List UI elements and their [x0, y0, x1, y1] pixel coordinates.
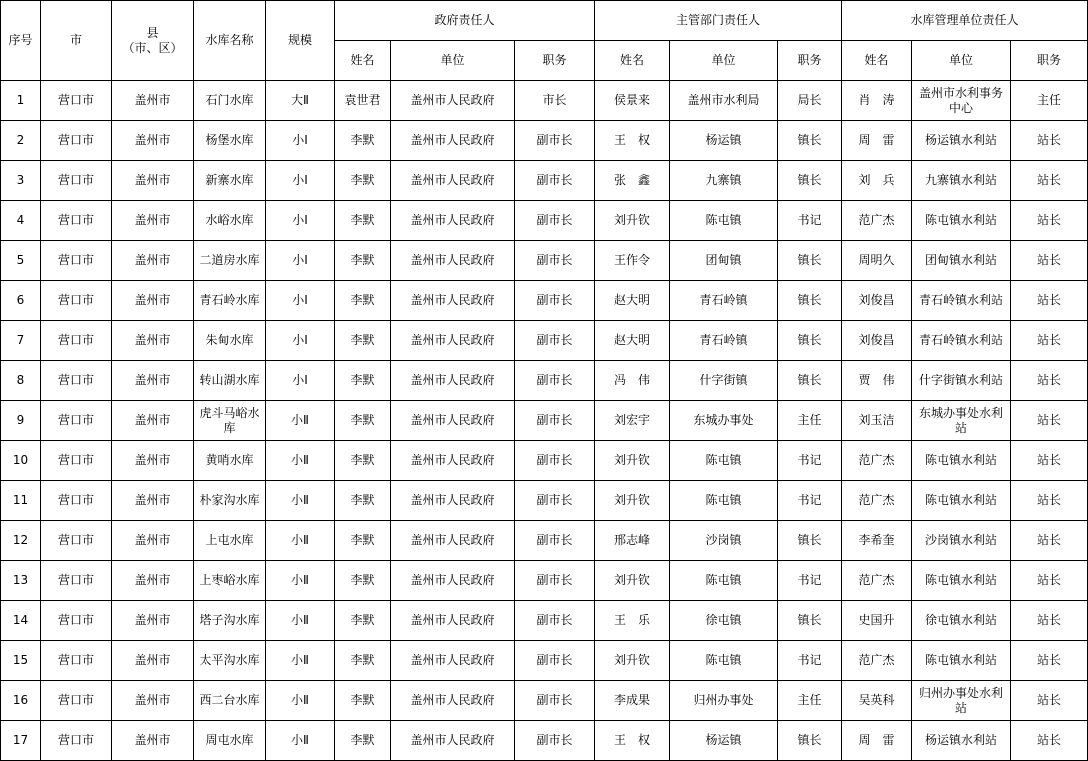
cell-dept-name: 赵大明: [595, 281, 670, 321]
cell-scale: 小Ⅱ: [266, 641, 335, 681]
cell-seq: 15: [1, 641, 41, 681]
cell-gov-unit: 盖州市人民政府: [391, 201, 515, 241]
cell-seq: 8: [1, 361, 41, 401]
cell-dept-unit: 陈屯镇: [670, 561, 778, 601]
cell-gov-unit: 盖州市人民政府: [391, 361, 515, 401]
cell-dept-unit: 什字街镇: [670, 361, 778, 401]
cell-mgmt-unit: 杨运镇水利站: [912, 121, 1011, 161]
cell-dept-name: 王作令: [595, 241, 670, 281]
header-gov-position: 职务: [515, 41, 595, 81]
header-county: [112, 1, 194, 81]
cell-dept-name: 刘升钦: [595, 641, 670, 681]
cell-mgmt-unit: 九寨镇水利站: [912, 161, 1011, 201]
cell-dept-position: 书记: [778, 441, 842, 481]
cell-dept-name: 刘宏宇: [595, 401, 670, 441]
cell-reservoir: 太平沟水库: [194, 641, 266, 681]
cell-gov-unit: 盖州市人民政府: [391, 481, 515, 521]
cell-gov-name: 李默: [335, 241, 391, 281]
cell-gov-position: 副市长: [515, 361, 595, 401]
cell-mgmt-unit: 团甸镇水利站: [912, 241, 1011, 281]
cell-dept-position: 镇长: [778, 361, 842, 401]
cell-county: 盖州市: [112, 161, 194, 201]
header-mgmt-unit: 单位: [912, 41, 1011, 81]
cell-city: 营口市: [41, 81, 112, 121]
cell-seq: 2: [1, 121, 41, 161]
table-row: [1, 641, 1088, 681]
cell-reservoir: 水峪水库: [194, 201, 266, 241]
cell-dept-position: 局长: [778, 81, 842, 121]
cell-dept-name: 刘升钦: [595, 201, 670, 241]
cell-gov-position: 市长: [515, 81, 595, 121]
table-row: [1, 721, 1088, 761]
cell-county: 盖州市: [112, 681, 194, 721]
cell-mgmt-unit: 青石岭镇水利站: [912, 321, 1011, 361]
cell-mgmt-position: 主任: [1011, 81, 1088, 121]
cell-mgmt-unit: 徐屯镇水利站: [912, 601, 1011, 641]
cell-mgmt-name: 刘玉洁: [842, 401, 912, 441]
cell-gov-position: 副市长: [515, 241, 595, 281]
table-row: [1, 321, 1088, 361]
cell-city: 营口市: [41, 481, 112, 521]
cell-dept-position: 镇长: [778, 601, 842, 641]
table-body: [1, 81, 1088, 761]
header-gov-unit: 单位: [391, 41, 515, 81]
cell-city: 营口市: [41, 641, 112, 681]
cell-mgmt-position: 站长: [1011, 481, 1088, 521]
cell-mgmt-position: 站长: [1011, 721, 1088, 761]
cell-reservoir: 虎斗马峪水库: [194, 401, 266, 441]
cell-reservoir: 新寨水库: [194, 161, 266, 201]
cell-mgmt-unit: 盖州市水利事务中心: [912, 81, 1011, 121]
cell-seq: 17: [1, 721, 41, 761]
cell-gov-name: 李默: [335, 521, 391, 561]
cell-gov-position: 副市长: [515, 601, 595, 641]
cell-reservoir: 石门水库: [194, 81, 266, 121]
cell-gov-position: 副市长: [515, 481, 595, 521]
cell-city: 营口市: [41, 121, 112, 161]
cell-mgmt-unit: 陈屯镇水利站: [912, 481, 1011, 521]
cell-county: 盖州市: [112, 601, 194, 641]
table-row: [1, 121, 1088, 161]
header-mgmt-position: 职务: [1011, 41, 1088, 81]
cell-mgmt-name: 史国升: [842, 601, 912, 641]
table-row: [1, 561, 1088, 601]
cell-gov-name: 李默: [335, 361, 391, 401]
table-row: [1, 281, 1088, 321]
cell-gov-position: 副市长: [515, 121, 595, 161]
cell-dept-position: 书记: [778, 481, 842, 521]
cell-mgmt-name: 贾 伟: [842, 361, 912, 401]
cell-dept-unit: 东城办事处: [670, 401, 778, 441]
cell-mgmt-name: 范广杰: [842, 641, 912, 681]
cell-seq: 14: [1, 601, 41, 641]
cell-dept-position: 镇长: [778, 241, 842, 281]
cell-gov-name: 李默: [335, 481, 391, 521]
cell-dept-unit: 青石岭镇: [670, 321, 778, 361]
cell-dept-unit: 陈屯镇: [670, 441, 778, 481]
cell-gov-unit: 盖州市人民政府: [391, 281, 515, 321]
header-dept-unit: 单位: [670, 41, 778, 81]
cell-mgmt-name: 范广杰: [842, 441, 912, 481]
table-row: [1, 361, 1088, 401]
cell-gov-name: 李默: [335, 721, 391, 761]
table-row: [1, 201, 1088, 241]
cell-mgmt-unit: 东城办事处水利站: [912, 401, 1011, 441]
cell-gov-name: 李默: [335, 401, 391, 441]
cell-scale: 小Ⅱ: [266, 561, 335, 601]
cell-mgmt-position: 站长: [1011, 521, 1088, 561]
cell-seq: 5: [1, 241, 41, 281]
cell-gov-name: 李默: [335, 321, 391, 361]
cell-county: 盖州市: [112, 641, 194, 681]
cell-dept-unit: 归州办事处: [670, 681, 778, 721]
cell-gov-name: 李默: [335, 681, 391, 721]
cell-county: 盖州市: [112, 521, 194, 561]
cell-seq: 1: [1, 81, 41, 121]
cell-mgmt-position: 站长: [1011, 681, 1088, 721]
cell-dept-name: 刘升钦: [595, 481, 670, 521]
cell-city: 营口市: [41, 361, 112, 401]
table-row: [1, 521, 1088, 561]
cell-county: 盖州市: [112, 121, 194, 161]
cell-scale: 小Ⅱ: [266, 721, 335, 761]
cell-county: 盖州市: [112, 201, 194, 241]
cell-mgmt-position: 站长: [1011, 321, 1088, 361]
cell-mgmt-position: 站长: [1011, 121, 1088, 161]
header-city: 市: [41, 1, 112, 81]
cell-mgmt-name: 范广杰: [842, 481, 912, 521]
cell-dept-unit: 团甸镇: [670, 241, 778, 281]
cell-gov-name: 袁世君: [335, 81, 391, 121]
cell-gov-position: 副市长: [515, 401, 595, 441]
cell-gov-unit: 盖州市人民政府: [391, 721, 515, 761]
cell-gov-unit: 盖州市人民政府: [391, 401, 515, 441]
cell-scale: 小Ⅰ: [266, 241, 335, 281]
cell-city: 营口市: [41, 401, 112, 441]
cell-gov-name: 李默: [335, 601, 391, 641]
cell-mgmt-unit: 什字街镇水利站: [912, 361, 1011, 401]
cell-dept-name: 刘升钦: [595, 561, 670, 601]
cell-mgmt-name: 刘 兵: [842, 161, 912, 201]
table-row: [1, 481, 1088, 521]
cell-dept-unit: 九寨镇: [670, 161, 778, 201]
cell-dept-unit: 杨运镇: [670, 721, 778, 761]
cell-dept-name: 邢志峰: [595, 521, 670, 561]
cell-reservoir: 塔子沟水库: [194, 601, 266, 641]
cell-mgmt-position: 站长: [1011, 241, 1088, 281]
cell-county: 盖州市: [112, 241, 194, 281]
cell-mgmt-position: 站长: [1011, 401, 1088, 441]
cell-mgmt-position: 站长: [1011, 281, 1088, 321]
cell-dept-position: 书记: [778, 641, 842, 681]
cell-scale: 小Ⅱ: [266, 601, 335, 641]
table-row: [1, 441, 1088, 481]
cell-reservoir: 上屯水库: [194, 521, 266, 561]
cell-city: 营口市: [41, 241, 112, 281]
cell-gov-name: 李默: [335, 161, 391, 201]
cell-mgmt-unit: 陈屯镇水利站: [912, 201, 1011, 241]
cell-mgmt-unit: 青石岭镇水利站: [912, 281, 1011, 321]
cell-gov-unit: 盖州市人民政府: [391, 681, 515, 721]
table-row: [1, 681, 1088, 721]
header-county-line1: 县: [146, 25, 159, 40]
cell-gov-unit: 盖州市人民政府: [391, 641, 515, 681]
cell-mgmt-name: 肖 涛: [842, 81, 912, 121]
cell-reservoir: 青石岭水库: [194, 281, 266, 321]
cell-county: 盖州市: [112, 561, 194, 601]
cell-city: 营口市: [41, 321, 112, 361]
cell-mgmt-position: 站长: [1011, 161, 1088, 201]
cell-scale: 小Ⅰ: [266, 281, 335, 321]
cell-scale: 小Ⅱ: [266, 481, 335, 521]
header-mgmt-name: 姓名: [842, 41, 912, 81]
cell-dept-name: 王 权: [595, 721, 670, 761]
cell-dept-unit: 陈屯镇: [670, 201, 778, 241]
cell-city: 营口市: [41, 721, 112, 761]
cell-dept-name: 冯 伟: [595, 361, 670, 401]
cell-seq: 12: [1, 521, 41, 561]
cell-city: 营口市: [41, 161, 112, 201]
cell-seq: 3: [1, 161, 41, 201]
cell-reservoir: 杨堡水库: [194, 121, 266, 161]
header-county-line2: （市、区）: [122, 40, 183, 55]
table-row: [1, 161, 1088, 201]
cell-dept-position: 镇长: [778, 721, 842, 761]
cell-dept-position: 主任: [778, 401, 842, 441]
cell-gov-name: 李默: [335, 641, 391, 681]
cell-reservoir: 二道房水库: [194, 241, 266, 281]
cell-dept-unit: 杨运镇: [670, 121, 778, 161]
cell-dept-name: 侯景来: [595, 81, 670, 121]
cell-scale: 小Ⅰ: [266, 161, 335, 201]
cell-mgmt-name: 刘俊昌: [842, 281, 912, 321]
cell-county: 盖州市: [112, 401, 194, 441]
cell-mgmt-position: 站长: [1011, 641, 1088, 681]
cell-gov-position: 副市长: [515, 441, 595, 481]
cell-gov-unit: 盖州市人民政府: [391, 601, 515, 641]
cell-mgmt-position: 站长: [1011, 601, 1088, 641]
cell-gov-position: 副市长: [515, 721, 595, 761]
cell-reservoir: 朴家沟水库: [194, 481, 266, 521]
cell-gov-unit: 盖州市人民政府: [391, 561, 515, 601]
cell-gov-name: 李默: [335, 201, 391, 241]
cell-dept-position: 主任: [778, 681, 842, 721]
cell-mgmt-position: 站长: [1011, 361, 1088, 401]
cell-dept-name: 李成果: [595, 681, 670, 721]
cell-dept-name: 张 鑫: [595, 161, 670, 201]
cell-gov-name: 李默: [335, 121, 391, 161]
cell-mgmt-name: 范广杰: [842, 201, 912, 241]
cell-gov-unit: 盖州市人民政府: [391, 241, 515, 281]
cell-gov-name: 李默: [335, 561, 391, 601]
cell-seq: 16: [1, 681, 41, 721]
cell-mgmt-name: 周 雷: [842, 121, 912, 161]
cell-city: 营口市: [41, 201, 112, 241]
cell-gov-unit: 盖州市人民政府: [391, 81, 515, 121]
cell-gov-position: 副市长: [515, 641, 595, 681]
cell-scale: 小Ⅱ: [266, 521, 335, 561]
cell-county: 盖州市: [112, 361, 194, 401]
table-row: [1, 241, 1088, 281]
cell-dept-position: 镇长: [778, 321, 842, 361]
cell-reservoir: 周屯水库: [194, 721, 266, 761]
cell-scale: 小Ⅰ: [266, 121, 335, 161]
cell-dept-position: 镇长: [778, 521, 842, 561]
cell-city: 营口市: [41, 441, 112, 481]
cell-dept-unit: 青石岭镇: [670, 281, 778, 321]
cell-gov-unit: 盖州市人民政府: [391, 521, 515, 561]
header-dept-group: 主管部门责任人: [595, 1, 842, 41]
cell-mgmt-position: 站长: [1011, 201, 1088, 241]
cell-mgmt-position: 站长: [1011, 441, 1088, 481]
cell-mgmt-name: 吴英科: [842, 681, 912, 721]
cell-dept-unit: 徐屯镇: [670, 601, 778, 641]
header-scale: 规模: [266, 1, 335, 81]
cell-gov-position: 副市长: [515, 561, 595, 601]
cell-county: 盖州市: [112, 281, 194, 321]
table-row: [1, 81, 1088, 121]
cell-dept-name: 王 乐: [595, 601, 670, 641]
cell-dept-name: 刘升钦: [595, 441, 670, 481]
cell-scale: 小Ⅰ: [266, 361, 335, 401]
cell-seq: 10: [1, 441, 41, 481]
cell-scale: 大Ⅱ: [266, 81, 335, 121]
header-mgmt-group: 水库管理单位责任人: [842, 1, 1088, 41]
cell-gov-name: 李默: [335, 281, 391, 321]
header-dept-position: 职务: [778, 41, 842, 81]
header-reservoir: 水库名称: [194, 1, 266, 81]
header-gov-group: 政府责任人: [335, 1, 595, 41]
cell-city: 营口市: [41, 601, 112, 641]
cell-gov-unit: 盖州市人民政府: [391, 321, 515, 361]
cell-dept-name: 赵大明: [595, 321, 670, 361]
cell-gov-unit: 盖州市人民政府: [391, 441, 515, 481]
cell-dept-position: 镇长: [778, 161, 842, 201]
cell-gov-position: 副市长: [515, 681, 595, 721]
cell-seq: 13: [1, 561, 41, 601]
header-dept-name: 姓名: [595, 41, 670, 81]
cell-seq: 11: [1, 481, 41, 521]
cell-county: 盖州市: [112, 441, 194, 481]
cell-city: 营口市: [41, 681, 112, 721]
cell-gov-unit: 盖州市人民政府: [391, 121, 515, 161]
cell-county: 盖州市: [112, 81, 194, 121]
cell-gov-name: 李默: [335, 441, 391, 481]
cell-reservoir: 朱甸水库: [194, 321, 266, 361]
cell-mgmt-name: 周明久: [842, 241, 912, 281]
cell-city: 营口市: [41, 281, 112, 321]
cell-city: 营口市: [41, 561, 112, 601]
cell-county: 盖州市: [112, 321, 194, 361]
table-row: [1, 601, 1088, 641]
cell-dept-unit: 沙岗镇: [670, 521, 778, 561]
cell-dept-position: 书记: [778, 201, 842, 241]
cell-county: 盖州市: [112, 721, 194, 761]
cell-reservoir: 上枣峪水库: [194, 561, 266, 601]
cell-seq: 6: [1, 281, 41, 321]
cell-gov-position: 副市长: [515, 281, 595, 321]
cell-mgmt-unit: 沙岗镇水利站: [912, 521, 1011, 561]
cell-mgmt-unit: 陈屯镇水利站: [912, 441, 1011, 481]
cell-scale: 小Ⅱ: [266, 401, 335, 441]
cell-mgmt-name: 周 雷: [842, 721, 912, 761]
cell-dept-position: 书记: [778, 561, 842, 601]
cell-dept-unit: 陈屯镇: [670, 641, 778, 681]
cell-seq: 4: [1, 201, 41, 241]
header-seq: 序号: [1, 1, 41, 81]
cell-dept-position: 镇长: [778, 121, 842, 161]
cell-mgmt-name: 范广杰: [842, 561, 912, 601]
cell-county: 盖州市: [112, 481, 194, 521]
header-gov-name: 姓名: [335, 41, 391, 81]
cell-reservoir: 转山湖水库: [194, 361, 266, 401]
cell-gov-position: 副市长: [515, 201, 595, 241]
cell-mgmt-name: 李希奎: [842, 521, 912, 561]
cell-mgmt-unit: 陈屯镇水利站: [912, 561, 1011, 601]
cell-seq: 7: [1, 321, 41, 361]
cell-gov-position: 副市长: [515, 521, 595, 561]
cell-scale: 小Ⅱ: [266, 441, 335, 481]
cell-mgmt-name: 刘俊昌: [842, 321, 912, 361]
cell-city: 营口市: [41, 521, 112, 561]
cell-scale: 小Ⅰ: [266, 201, 335, 241]
cell-seq: 9: [1, 401, 41, 441]
cell-reservoir: 西二台水库: [194, 681, 266, 721]
cell-gov-position: 副市长: [515, 161, 595, 201]
cell-gov-position: 副市长: [515, 321, 595, 361]
cell-reservoir: 黄哨水库: [194, 441, 266, 481]
cell-mgmt-position: 站长: [1011, 561, 1088, 601]
cell-mgmt-unit: 杨运镇水利站: [912, 721, 1011, 761]
cell-gov-unit: 盖州市人民政府: [391, 161, 515, 201]
cell-dept-name: 王 权: [595, 121, 670, 161]
cell-scale: 小Ⅱ: [266, 681, 335, 721]
cell-dept-position: 镇长: [778, 281, 842, 321]
cell-dept-unit: 陈屯镇: [670, 481, 778, 521]
cell-mgmt-unit: 归州办事处水利站: [912, 681, 1011, 721]
cell-scale: 小Ⅰ: [266, 321, 335, 361]
cell-mgmt-unit: 陈屯镇水利站: [912, 641, 1011, 681]
table-row: [1, 401, 1088, 441]
cell-dept-unit: 盖州市水利局: [670, 81, 778, 121]
